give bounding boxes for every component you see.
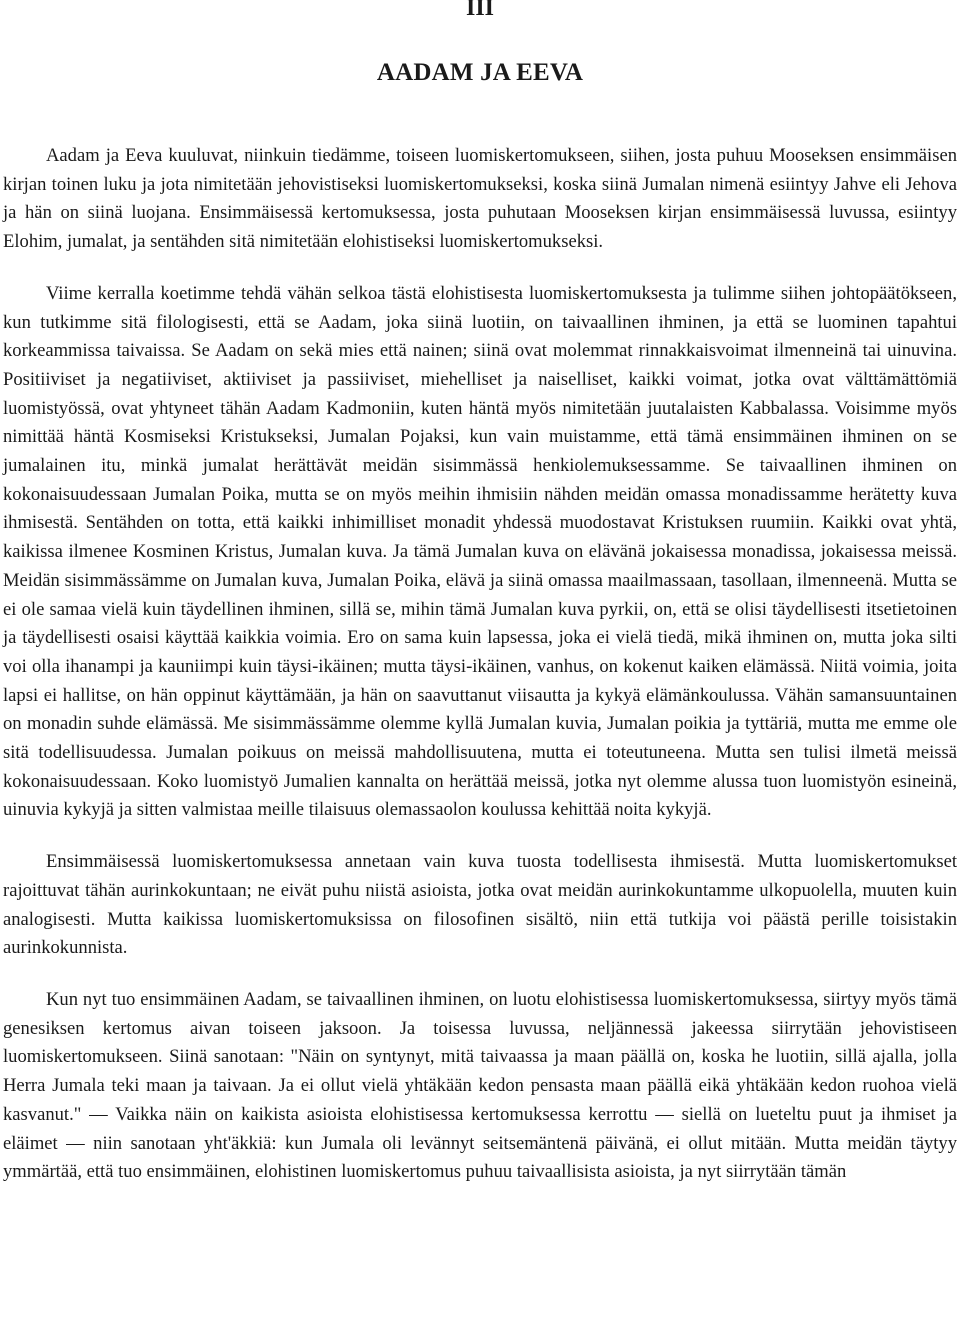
paragraph-3: Ensimmäisessä luomiskertomuksessa annetaan vain kuva tuosta todellisesta ihmisestä. Mutta luomiskertomukset rajoittuvat tähän aurinkokuntaan; ne eivät puhu niistä asioista, jotka ovat meidän aurinkokuntamme ulkopuolella, muuten kuin analogisesti. Mutta kaikissa luomiskertomuksissa on filosofinen sisältö, niin että tutkija voi päästä perille toisistakin aurinkokunnista. (3, 851, 957, 959)
chapter-body (3, 142, 957, 1210)
paragraph-2: Viime kerralla koetimme tehdä vähän selkoa tästä elohistisesta luomiskertomuksesta ja tulimme siihen johtopäätökseen, kun tutkimme sitä filologisesti, että se Aadam, joka siinä luotiin, on taivaallinen ihminen, ja että se luominen tapahtui korkeammissa taivaissa. Se Aadam on sekä mies että nainen; siinä ovat molemmat rinnakkaisvoimat ilmenneinä tai uinuvina. Positiiviset ja negatiiviset, aktiiviset ja passiiviset, miehelliset ja naiselliset, kaikki voimat, jotka ovat välttämättömiä luomistyössä, ovat yhtyneet tähän Aadam Kadmoniin, kuten häntä myös nimitetään juutalaisten Kabbalassa. Voisimme myös nimittää häntä Kosmiseksi Kristukseksi, Jumalan Pojaksi, kun vain muistamme, että tämä ensimmäinen ihminen on se jumalainen itu, minkä jumalat herättävät meidän sisimmässä henkiolemuksessamme. Se taivaallinen ihminen on kokonaisuudessaan Jumalan Poika, mutta se on myös meihin ihmisiin nähden meidän omassa monadissamme herätetty kuva ihmisestä. Sentähden on totta, että kaikki inhimilliset monadit yhdessä muodostavat Kristuksen ruumiin. Kaikki ovat yhtä, kaikissa ilmenee Kosminen Kristus, Jumalan kuva. Ja tämä Jumalan kuva on elävänä jokaisessa monadissa, jokaisessa meissä. Meidän sisimmässämme on Jumalan kuva, Jumalan Poika, elävä ja siinä omassa maailmassaan, tasollaan, ilmenneenä. Mutta se ei ole samaa vielä kuin täydellinen ihminen, sillä se, mihin tämä Jumalan kuva pyrkii, on, että se olisi täydellisesti itsetietoinen ja täydellisesti osaisi käyttää kaikkia voimia. Ero on sama kuin lapsessa, joka ei vielä tiedä, mikä ihminen on, mutta joka silti voi olla ihanampi ja kauniimpi kuin täysi-ikäinen; mutta täysi-ikäinen, vanhus, on kokenut kaiken elämässä. Niitä voimia, joita lapsi ei hallitse, on hän oppinut käyttämään, ja hän on saavuttanut viisautta ja kykyä elämänkoulussa. Vähän samansuuntainen on monadin suhde elämässä. Me sisimmässämme olemme kyllä Jumalan kuvia, Jumalan poikia ja tyttäriä, mutta me emme ole sitä todellisuudessa. Jumalan poikuus on meissä mahdollisuutena, mutta ei toteutuneena. Mutta sen tulisi ilmetä meissä kokonaisuudessaan. Koko luomistyö Jumalien kannalta on herättää meissä, jotka nyt olemme alussa tuon luomistyön esineinä, uinuvia kykyjä ja sitten valmistaa meille tilaisuus olemassaolon koulussa kehittää noita kykyjä. (3, 282, 957, 821)
chapter-number: III (465, 0, 495, 21)
paragraph-1: Aadam ja Eeva kuuluvat, niinkuin tiedämme, toiseen luomiskertomukseen, siihen, josta puhuu Mooseksen ensimmäisen kirjan toinen luku ja jota nimitetään jehovistiseksi luomiskertomukseksi, koska siinä Jumalan nimenä esiintyy Jahve eli Jehova ja hän on siinä luojana. Ensimmäisessä kertomuksessa, josta puhutaan Mooseksen kirjan ensimmäisessä luvussa, esiintyy Elohim, jumalat, ja sentähden sitä nimitetään elohistiseksi luomiskertomukseksi. (3, 145, 957, 253)
chapter-title: AADAM JA EEVA (376, 59, 584, 86)
paragraph-4: Kun nyt tuo ensimmäinen Aadam, se taivaallinen ihminen, on luotu elohistisessa luomiskertomuksessa, siirtyy myös tämä genesiksen kertomus aivan toiseen jaksoon. Ja toisessa luvussa, neljännessä jakeessa siirrytään jehovistiseen luomiskertomukseen. Siinä sanotaan: "Näin on syntynyt, mitä taivaassa ja maan päällä on, koska he luotiin, sillä ajalla, jolla Herra Jumala teki maan ja taivaan. Ja ei ollut vielä yhtäkään kedon pensasta maan päällä eikä yhtäkään kedon ruohoa vielä kasvanut." — Vaikka näin on kaikista asioista elohistisessa kertomuksessa kerrottu — siellä on lueteltu puut ja ihmiset ja eläimet — niin sanotaan yht'äkkiä: kun Jumala oli levännyt seitsemäntenä päivänä, ei ollut mitään. Mutta meidän täytyy ymmärtää, että tuo ensimmäinen, elohistinen luomiskertomus puhuu taivaallisista asioista, ja nyt siirrytään tämän (3, 988, 957, 1183)
